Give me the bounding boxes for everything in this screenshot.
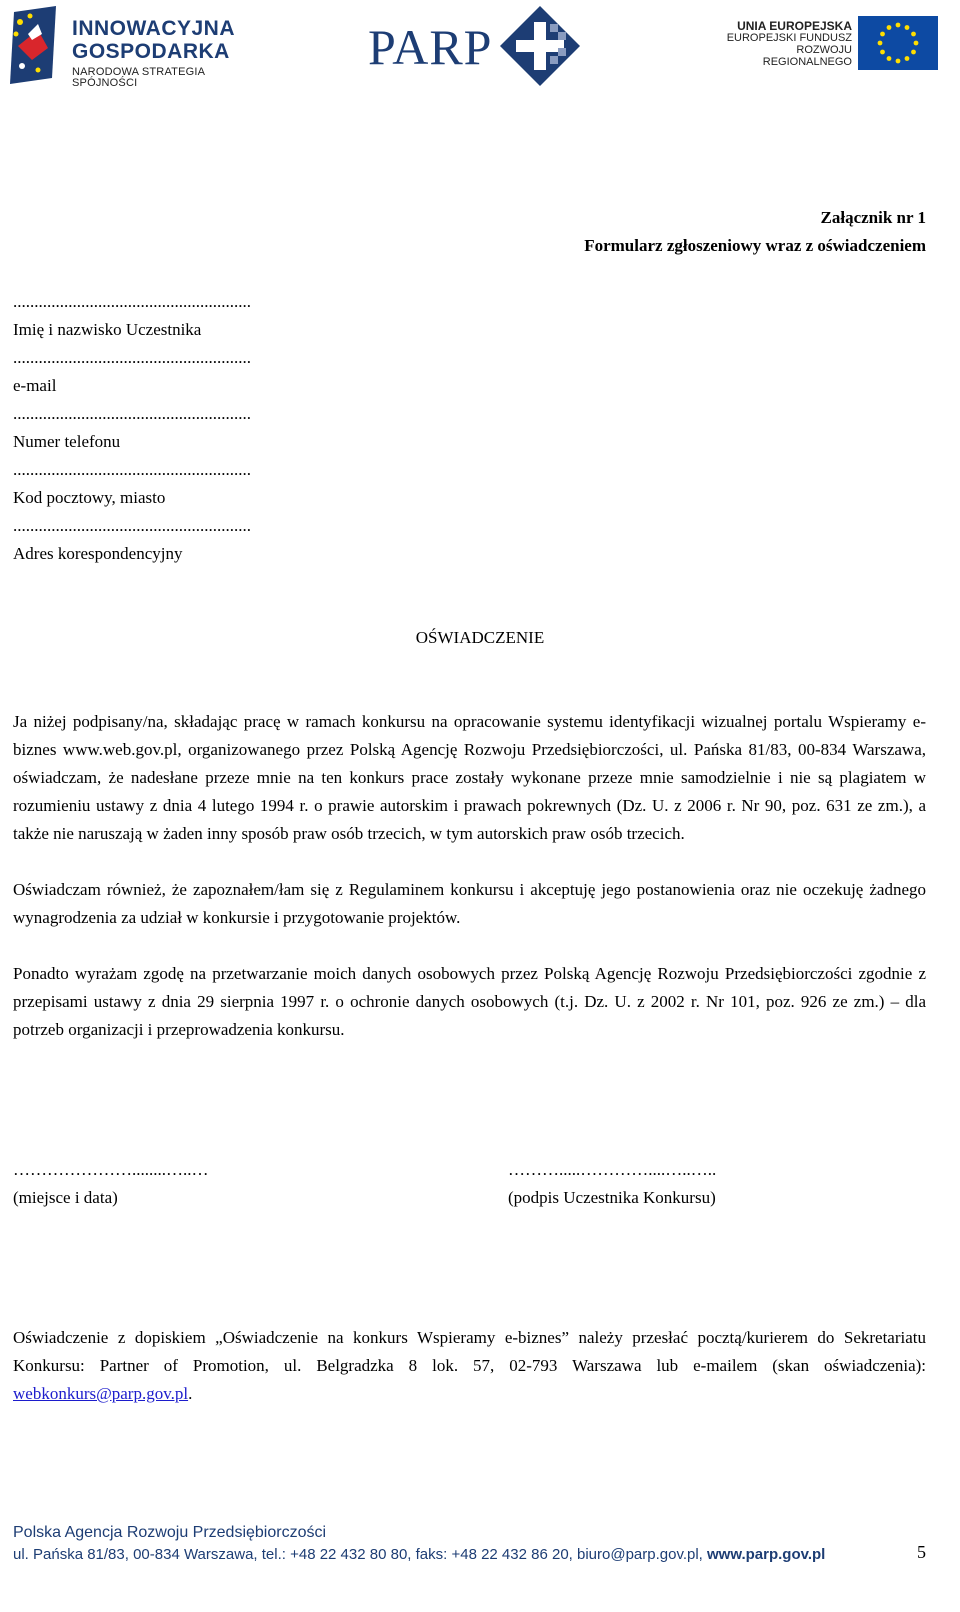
signature-label: (podpis Uczestnika Konkursu) (508, 1188, 716, 1207)
submission-note (13, 1324, 926, 1408)
signature-dots[interactable]: ……….....…………....…..….. (508, 1160, 717, 1179)
parp-logo (368, 4, 596, 88)
ig-line3: NARODOWA STRATEGIA SPÓJNOŚCI (72, 66, 205, 89)
eu-flag-icon (858, 16, 938, 70)
place-date-label: (miejsce i data) (13, 1188, 118, 1207)
field-dots[interactable]: ........................................................ (13, 348, 251, 367)
eu-line3: ROZWOJU REGIONALNEGO (762, 43, 852, 68)
field-label-address: Adres korespondencyjny (13, 544, 183, 563)
field-dots[interactable]: ........................................................ (13, 404, 251, 423)
annex-subtitle: Formularz zgłoszeniowy wraz z oświadczeniem (584, 236, 926, 255)
submission-note-text: Oświadczenie z dopiskiem „Oświadczenie na konkurs Wspieramy e-biznes” należy przesłać pocztą/kurierem do Sekretariatu Konkursu: Partner of Promotion, ul. Belgradzka 8 lok. 57, 02-793 Warszawa lub e-mailem (skan oświadczenia): (13, 1328, 926, 1375)
field-label-email: e-mail (13, 376, 57, 395)
field-label-name: Imię i nazwisko Uczestnika (13, 320, 202, 339)
footer-org: Polska Agencja Rozwoju Przedsiębiorczości (13, 1524, 327, 1541)
annex-title: Załącznik nr 1 (820, 208, 926, 227)
declaration-paragraph-3: Ponadto wyrażam zgodę na przetwarzanie moich danych osobowych przez Polską Agencję Rozwoju Przedsiębiorczości zgodnie z przepisami ustawy z dnia 29 sierpnia 1997 r. o ochronie danych osobowych (t.j. Dz. U. z 2002 r. Nr 101, poz. 926 ze zm.) – dla potrzeb organizacji i przeprowadzenia konkursu. (13, 964, 926, 1039)
field-dots[interactable]: ........................................................ (13, 292, 251, 311)
footer-address (13, 1546, 825, 1563)
parp-wordmark: PARP (368, 19, 493, 75)
footer-website-link[interactable]: www.parp.gov.pl (707, 1546, 826, 1563)
submission-note-end: . (188, 1384, 193, 1403)
page-number: 5 (917, 1542, 926, 1562)
declaration-paragraph-1: Ja niżej podpisany/na, składając pracę w ramach konkursu na opracowanie systemu identyfikacji wizualnej portalu Wspieramy e-biznes www.web.gov.pl, organizowanego przez Polską Agencję Rozwoju Przedsiębiorczości, ul. Pańska 81/83, 00-834 Warszawa, oświadczam, że nadesłane przeze mnie na ten konkurs prace zostały wykonane przeze mnie samodzielnie i nie są plagiatem w rozumieniu ustawy z dnia 4 lutego 1994 r. o prawie autorskim i prawach pokrewnych (Dz. U. z 2006 r. Nr 90, poz. 631 ze zm.), a także nie naruszają w żaden inny sposób praw osób trzecich, w tym autorskich praw osób trzecich. (13, 712, 926, 843)
ig-line2: GOSPODARKA (72, 40, 230, 63)
ig-flag-icon (8, 4, 68, 84)
innowacyjna-gospodarka-logo (8, 4, 268, 89)
field-dots[interactable]: ........................................................ (13, 516, 251, 535)
eu-logo (720, 14, 952, 74)
email-link[interactable]: webkonkurs@parp.gov.pl (13, 1384, 189, 1403)
declaration-heading: OŚWIADCZENIE (415, 628, 545, 647)
field-dots[interactable]: ........................................................ (13, 460, 251, 479)
field-label-postcode-city: Kod pocztowy, miasto (13, 488, 166, 507)
eu-line1: UNIA EUROPEJSKA (737, 19, 852, 33)
place-date-dots[interactable]: …………………........…..… (13, 1160, 209, 1179)
footer-address-text: ul. Pańska 81/83, 00-834 Warszawa, tel.: +48 22 432 80 80, faks: +48 22 432 86 20, biuro@parp.gov.pl, (13, 1546, 708, 1563)
declaration-paragraph-2: Oświadczam również, że zapoznałem/łam się z Regulaminem konkursu i akceptuję jego postanowienia oraz nie oczekuję żadnego wynagrodzenia za udział w konkursie i przygotowanie projektów. (13, 880, 926, 927)
parp-diamond-icon (498, 4, 582, 88)
eu-line2: EUROPEJSKI FUNDUSZ (726, 31, 852, 44)
ig-line1: INNOWACYJNA (72, 17, 236, 40)
field-label-phone: Numer telefonu (13, 432, 121, 451)
